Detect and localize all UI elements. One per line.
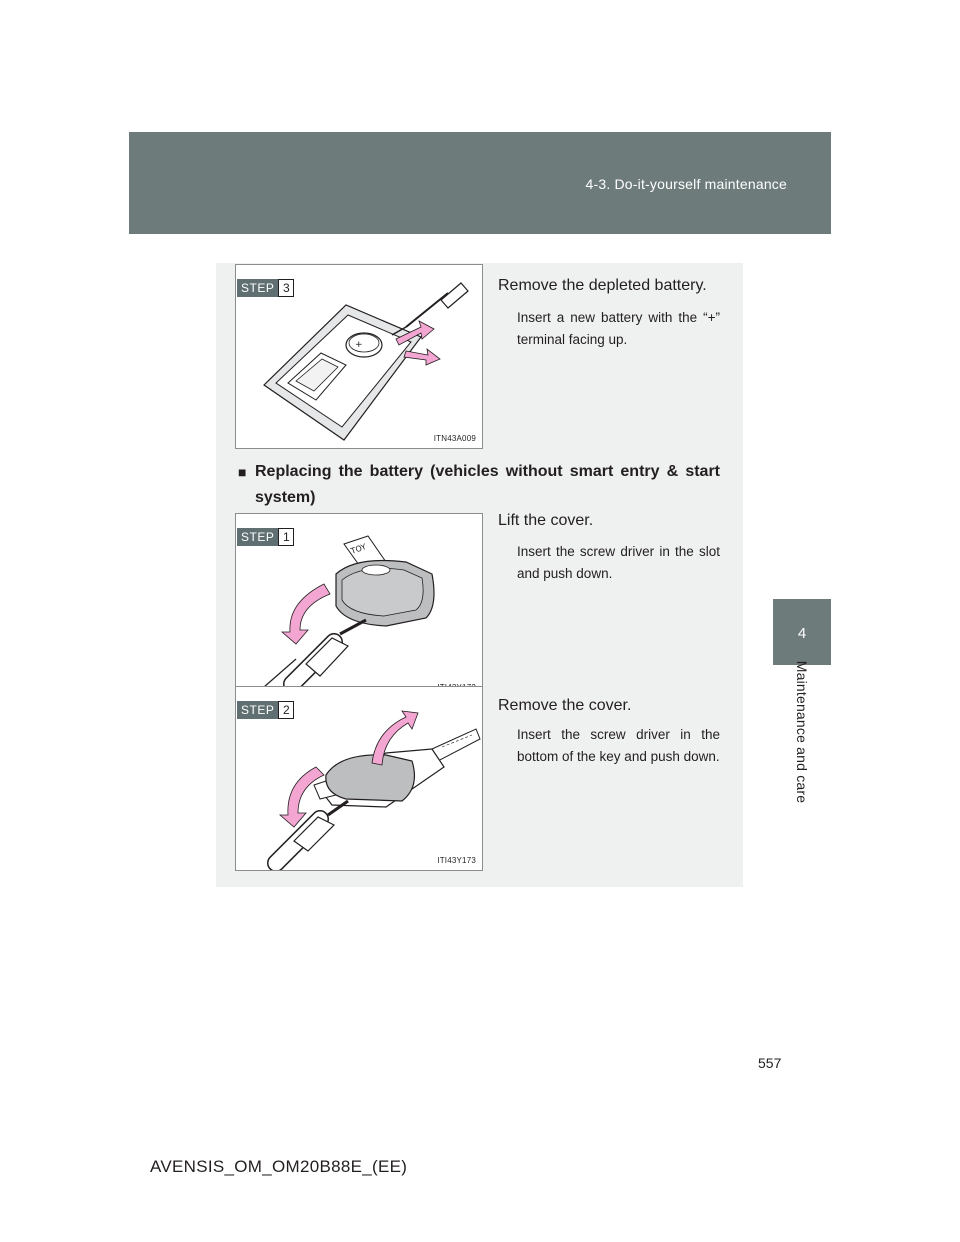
figure-step-2 xyxy=(235,686,483,871)
step-2-description: Insert the screw driver in the bottom of the key and push down. xyxy=(517,727,720,764)
document-code: AVENSIS_OM_OM20B88E_(EE) xyxy=(150,1157,408,1176)
step-badge xyxy=(237,528,294,546)
step-3-title: Remove the depleted battery. xyxy=(498,277,707,294)
section-heading-line-1: Replacing the battery (vehicles without smart entry & start xyxy=(255,463,720,480)
step-label: STEP xyxy=(237,528,278,546)
step-badge xyxy=(237,701,294,719)
figure-step-3 xyxy=(235,264,483,449)
step-3-description: Insert a new battery with the “+” terminal facing up. xyxy=(517,310,720,347)
page-number: 557 xyxy=(758,1055,782,1071)
svg-text:TOY: TOY xyxy=(349,542,368,556)
step-number: 1 xyxy=(278,528,294,546)
figure-code: ITN43A009 xyxy=(433,434,476,443)
step-badge xyxy=(237,279,294,297)
step-number: 3 xyxy=(278,279,294,297)
step-2-title: Remove the cover. xyxy=(498,697,632,714)
figure-step-1 xyxy=(235,513,483,698)
section-heading xyxy=(238,459,720,511)
figure-code: ITI43Y173 xyxy=(437,856,476,865)
svg-text:+: + xyxy=(355,340,363,350)
step-1-title: Lift the cover. xyxy=(498,512,594,529)
section-title: 4-3. Do-it-yourself maintenance xyxy=(585,176,787,192)
chapter-tab xyxy=(773,599,831,665)
header-band xyxy=(129,132,831,234)
square-bullet-icon: ■ xyxy=(238,464,247,480)
step-label: STEP xyxy=(237,279,278,297)
step-1-description: Insert the screw driver in the slot and push down. xyxy=(517,544,720,581)
chapter-number: 4 xyxy=(797,625,807,642)
section-heading-line-2: system) xyxy=(255,489,316,506)
step-label: STEP xyxy=(237,701,278,719)
chapter-label: Maintenance and care xyxy=(794,660,810,804)
step-number: 2 xyxy=(278,701,294,719)
